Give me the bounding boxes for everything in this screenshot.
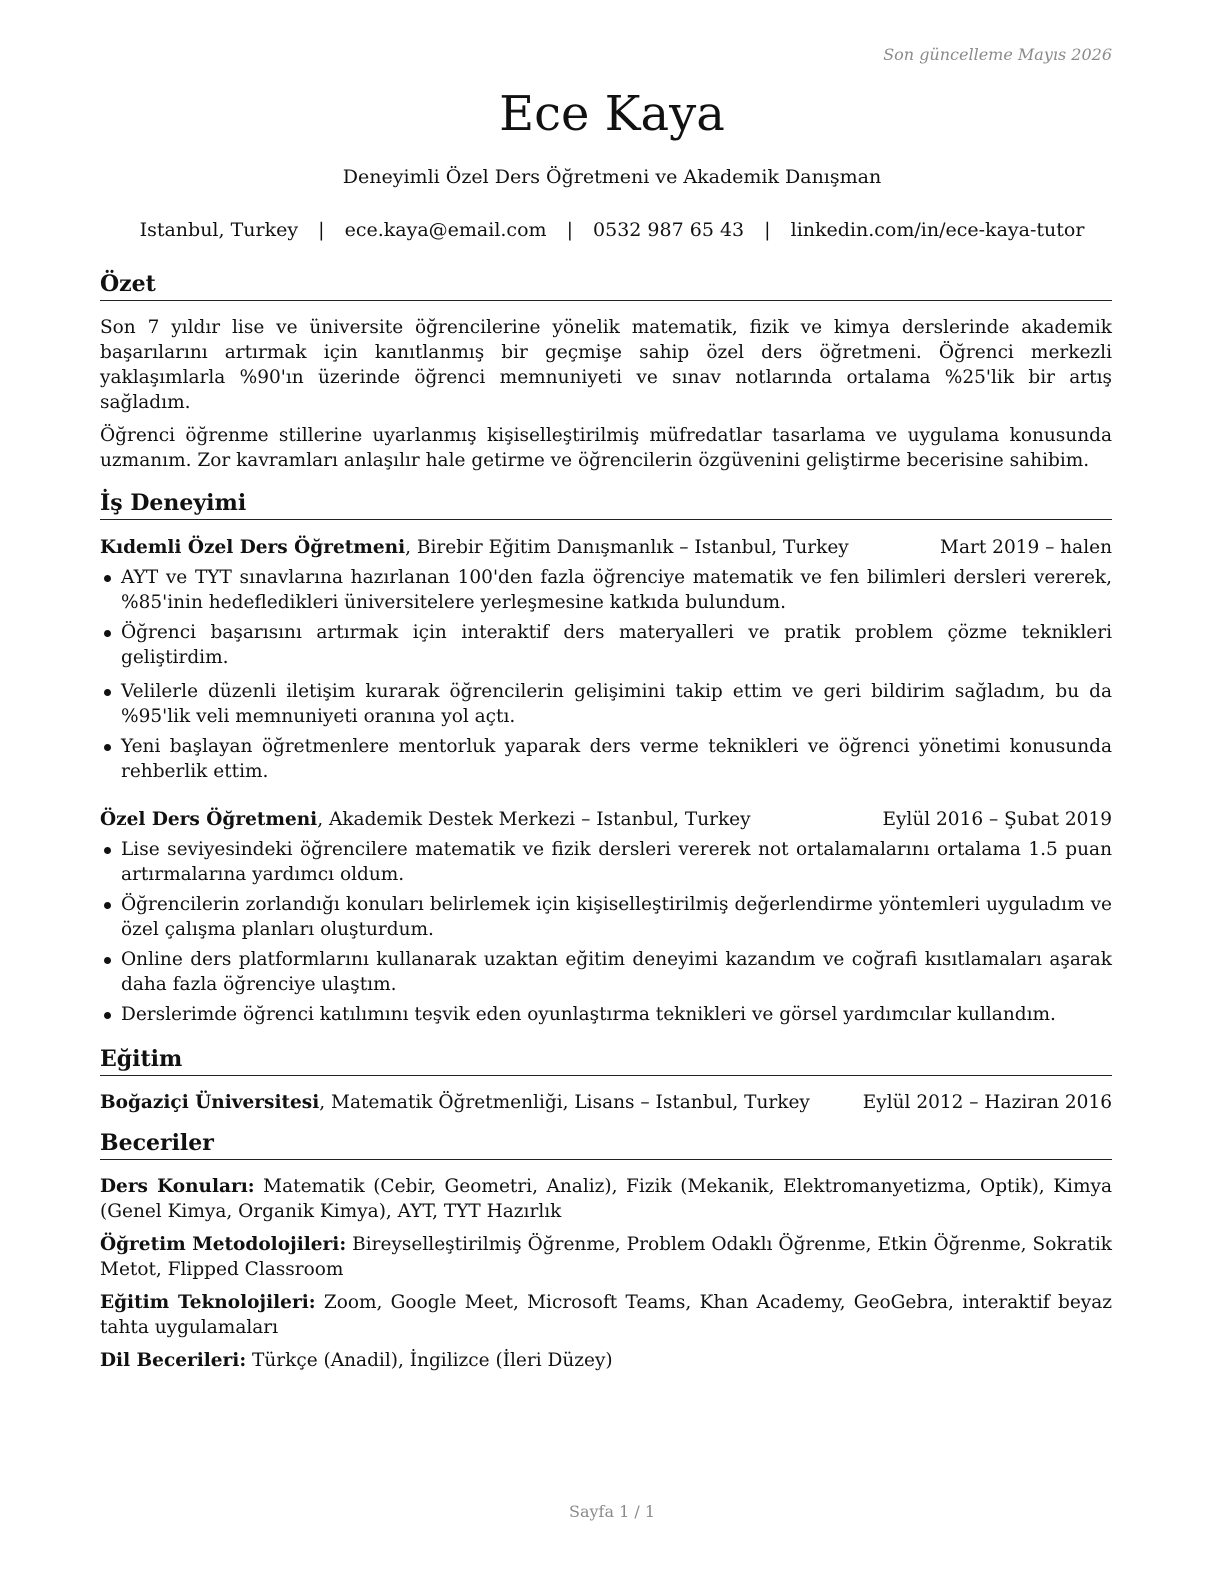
skill-label: Ders Konuları:: [100, 1176, 255, 1197]
job-dates: Eylül 2016 – Şubat 2019: [882, 809, 1112, 830]
summary-paragraph: Son 7 yıldır lise ve üniversite öğrencilerine yönelik matematik, fizik ve kimya derslerinde akademik başarılarını artırmak için kanıtlanmış bir geçmişe sahip özel ders öğretmeni. Öğrenci merkezli yaklaşımlarla %90'ın üzerinde öğrenci memnuniyeti ve sınav notlarında ortalama %25'lik bir artış sağladım.: [100, 317, 1112, 413]
job-role: Özel Ders Öğretmeni: [100, 809, 318, 830]
skill-text: Zoom, Google Meet, Microsoft Teams, Khan Academy, GeoGebra, interaktif beyaz tahta uygulamaları: [100, 1292, 1112, 1338]
job-bullet: AYT ve TYT sınavlarına hazırlanan 100'den fazla öğrenciye matematik ve fen bilimleri dersleri vererek, %85'inin hedefledikleri üniversitelere yerleşmesine katkıda bulundum.: [100, 565, 1112, 615]
skill-label: Eğitim Teknolojileri:: [100, 1292, 316, 1313]
job-entry: [100, 807, 1112, 1027]
skill-row: [100, 1232, 1112, 1282]
job-title-line: [100, 535, 849, 560]
contact-email-link[interactable]: ece.kaya@email.com: [344, 219, 547, 241]
education-section: [100, 1045, 1112, 1115]
section-title-summary: Özet: [100, 270, 1112, 301]
job-bullet: Velilerle düzenli iletişim kurarak öğrencilerin gelişimini takip ettim ve geri bildirim sağladım, bu da %95'lik veli memnuniyeti oranına yol açtı.: [100, 679, 1112, 729]
contact-linkedin-link[interactable]: linkedin.com/in/ece-kaya-tutor: [790, 219, 1085, 241]
job-bullets: [100, 837, 1112, 1027]
job-entry: [100, 535, 1112, 784]
skill-row: [100, 1174, 1112, 1224]
job-bullet: Öğrenci başarısını artırmak için interaktif ders materyalleri ve pratik problem çözme teknikleri geliştirdim.: [100, 620, 1112, 670]
page-number: Sayfa 1 / 1: [568, 1502, 655, 1521]
job-title-line: [100, 807, 751, 832]
contact-separator: |: [566, 219, 573, 241]
candidate-subtitle: Deneyimli Özel Ders Öğretmeni ve Akademik Danışman: [342, 166, 882, 188]
contact-separator: |: [318, 219, 325, 241]
education-line: [100, 1090, 810, 1115]
skill-row: [100, 1290, 1112, 1340]
job-header: [100, 807, 1112, 832]
contact-phone[interactable]: 0532 987 65 43: [593, 219, 745, 241]
job-bullet: Lise seviyesindeki öğrencilere matematik ve fizik dersleri vererek not ortalamalarını ortalama 1.5 puan artırmalarına yardımcı oldum.: [100, 837, 1112, 887]
summary-section: [100, 270, 1112, 473]
job-bullet: Öğrencilerin zorlandığı konuları belirlemek için kişiselleştirilmiş değerlendirme yöntemleri uyguladım ve özel çalışma planları oluşturdum.: [100, 892, 1112, 942]
contact-line: [0, 219, 1224, 241]
summary-paragraph: Öğrenci öğrenme stillerine uyarlanmış kişiselleştirilmiş müfredatlar tasarlama ve uygulama konusunda uzmanım. Zor kavramları anlaşılır hale getirme ve öğrencilerin özgüvenini geliştirme becerisine sahibim.: [100, 425, 1112, 471]
contact-location: Istanbul, Turkey: [139, 219, 299, 241]
job-role: Kıdemli Özel Ders Öğretmeni: [100, 537, 406, 558]
skill-text: Türkçe (Anadil), İngilizce (İleri Düzey): [246, 1350, 613, 1371]
skill-row: [100, 1348, 1112, 1373]
education-entry: [100, 1090, 1112, 1115]
contact-separator: |: [764, 219, 771, 241]
job-bullet: Online ders platformlarını kullanarak uzaktan eğitim deneyimi kazandım ve coğrafi kısıtlamaları aşarak daha fazla öğrenciye ulaştım.: [100, 947, 1112, 997]
skill-text: Matematik (Cebir, Geometri, Analiz), Fizik (Mekanik, Elektromanyetizma, Optik), Kimya (Genel Kimya, Organik Kimya), AYT, TYT Hazırlık: [100, 1176, 1113, 1222]
job-bullet: Yeni başlayan öğretmenlere mentorluk yaparak ders verme teknikleri ve öğrenci yönetimi konusunda rehberlik ettim.: [100, 734, 1112, 784]
skill-label: Öğretim Metodolojileri:: [100, 1234, 347, 1255]
job-dates: Mart 2019 – halen: [940, 537, 1112, 558]
job-bullet: Derslerimde öğrenci katılımını teşvik eden oyunlaştırma teknikleri ve görsel yardımcılar kullandım.: [100, 1002, 1112, 1027]
job-header: [100, 535, 1112, 560]
education-school: Boğaziçi Üniversitesi: [100, 1092, 320, 1113]
job-organization: , Akademik Destek Merkezi – Istanbul, Turkey: [317, 809, 751, 830]
section-title-skills: Beceriler: [100, 1129, 1112, 1160]
candidate-name: Ece Kaya: [499, 86, 725, 142]
job-organization: , Birebir Eğitim Danışmanlık – Istanbul, Turkey: [405, 537, 849, 558]
skills-section: [100, 1129, 1112, 1373]
experience-section: [100, 489, 1112, 1027]
skill-label: Dil Becerileri:: [100, 1350, 247, 1371]
job-bullets: [100, 565, 1112, 784]
last-updated-note: Son güncelleme Mayıs 2026: [883, 45, 1112, 64]
resume-body: [100, 270, 1112, 1373]
skill-text: Bireyselleştirilmiş Öğrenme, Problem Odaklı Öğrenme, Etkin Öğrenme, Sokratik Metot, Flipped Classroom: [100, 1234, 1112, 1280]
section-title-experience: İş Deneyimi: [100, 489, 1112, 520]
section-title-education: Eğitim: [100, 1045, 1112, 1076]
education-details: , Matematik Öğretmenliği, Lisans – Istanbul, Turkey: [319, 1092, 810, 1113]
education-dates: Eylül 2012 – Haziran 2016: [862, 1092, 1112, 1113]
